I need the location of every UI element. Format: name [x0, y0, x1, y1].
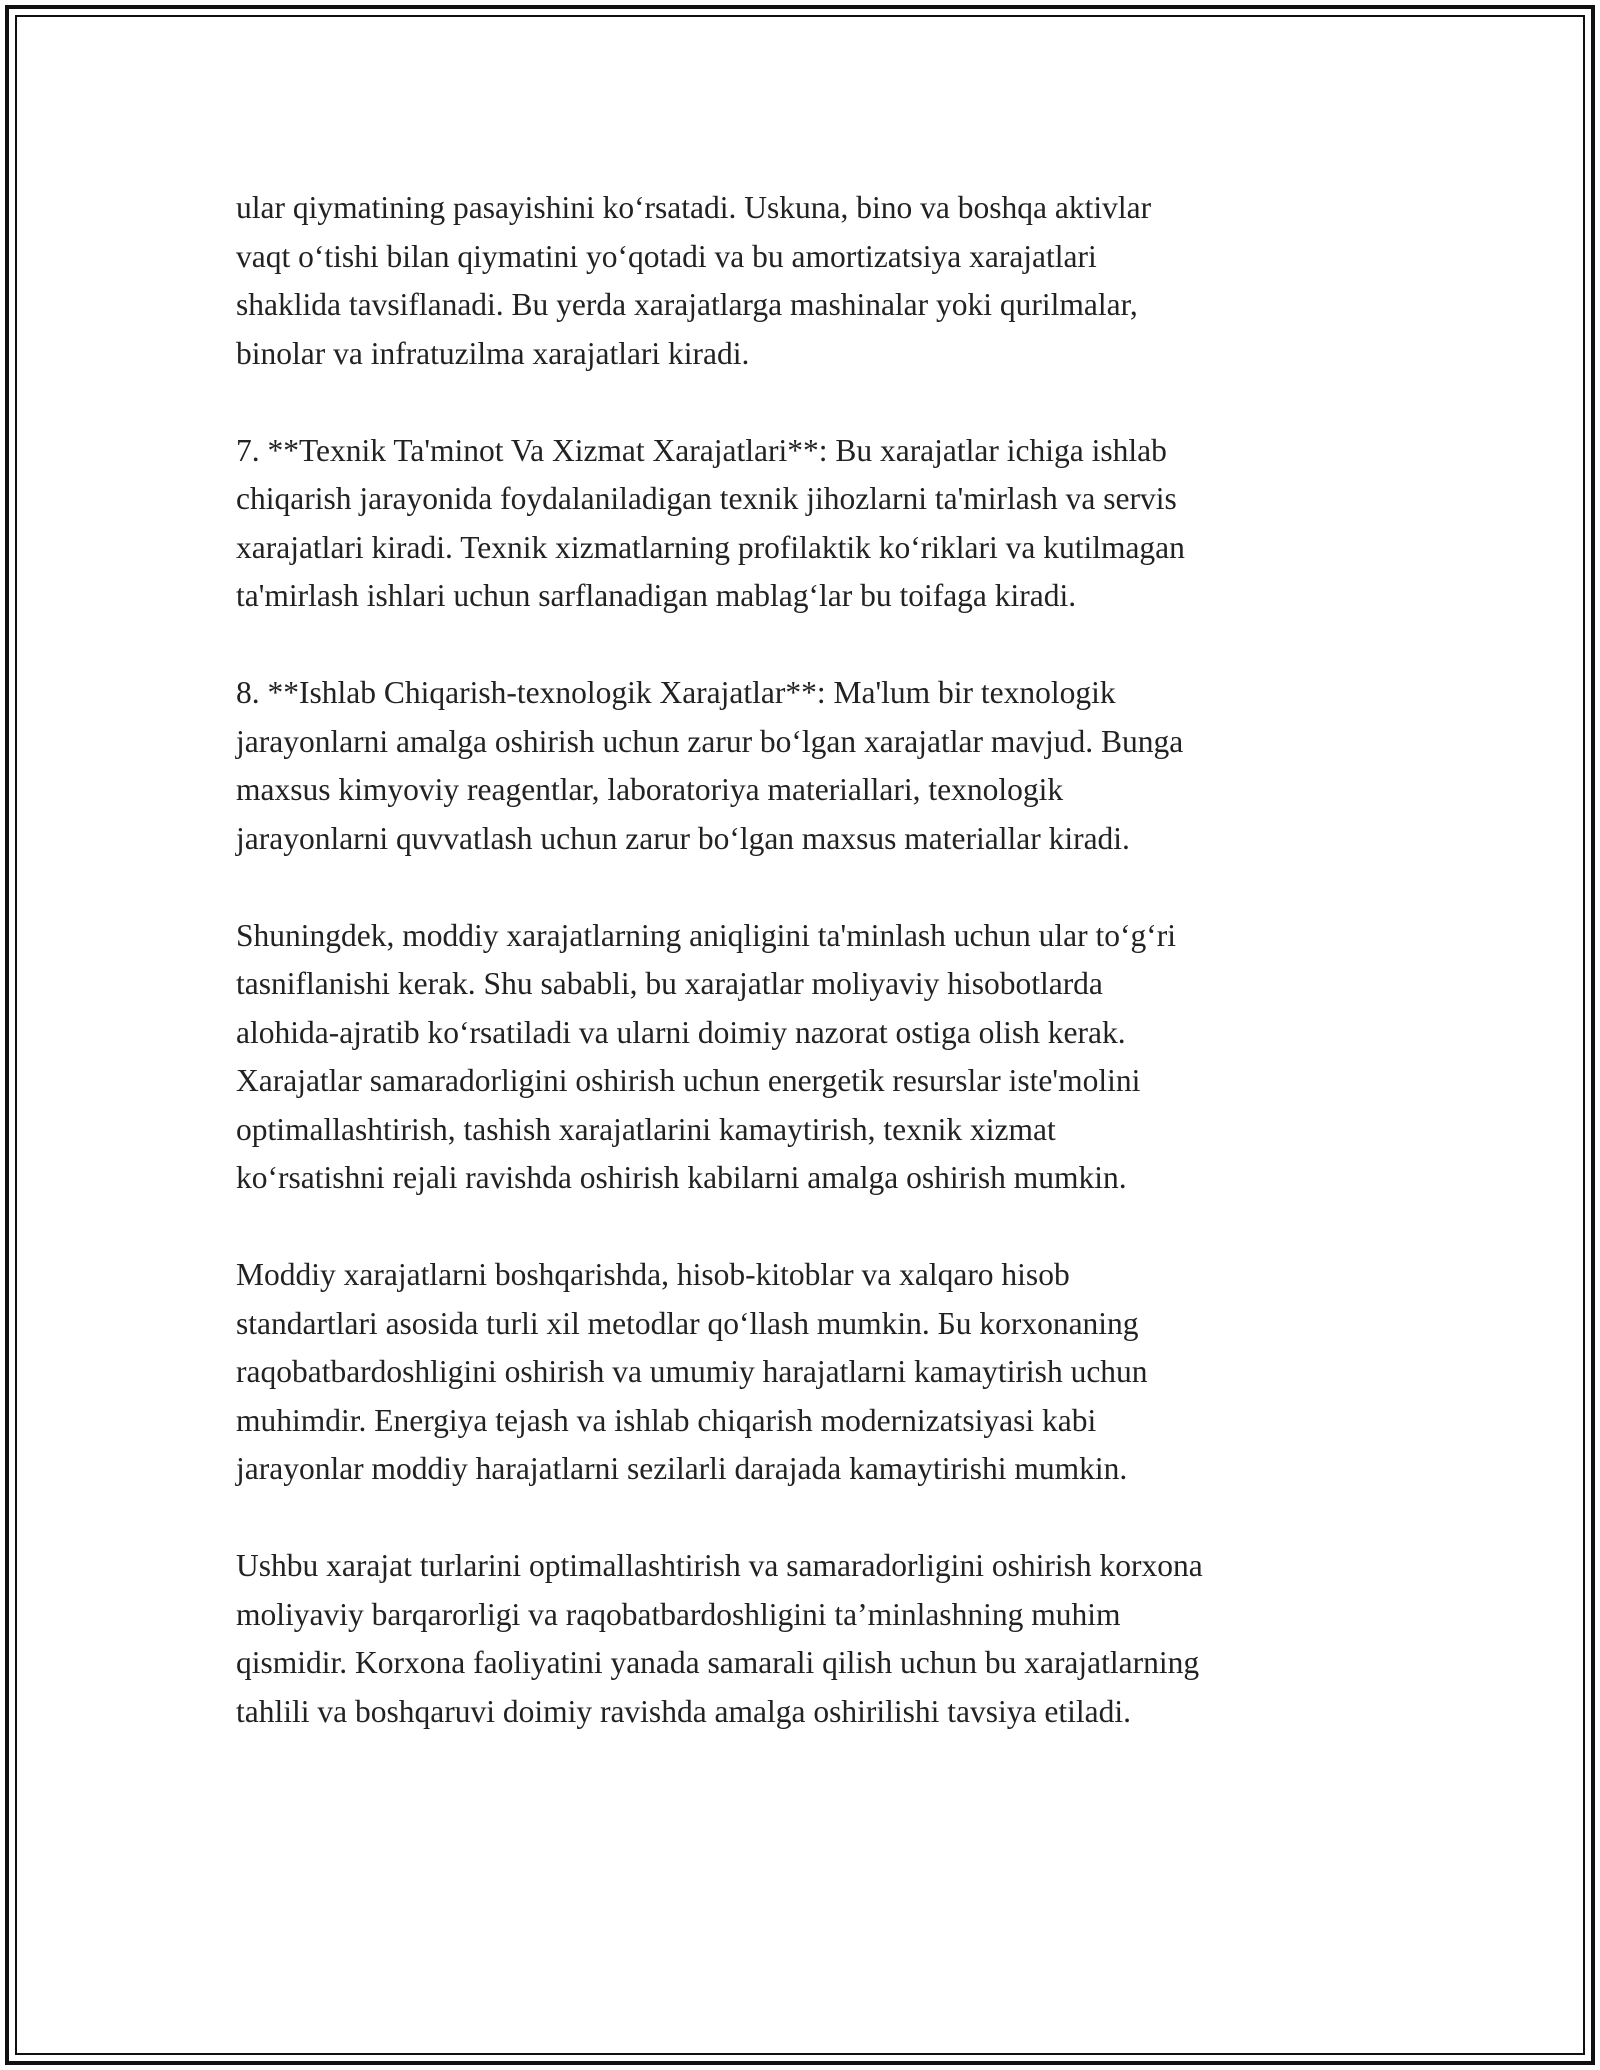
text-line: xarajatlari kiradi. Texnik xizmatlarning profilaktik koʻriklari va kutilmagan [236, 529, 1185, 565]
text-line: jarayonlarni amalga oshirish uchun zarur boʻlgan xarajatlar mavjud. Bunga [236, 723, 1184, 759]
text-line: 7. **Texnik Ta'minot Va Xizmat Xarajatlari**: Bu xarajatlar ichiga ishlab [236, 432, 1167, 468]
paragraph-item-7-technical-maintenance [236, 427, 1396, 621]
text-line: Ushbu xarajat turlarini optimallashtirish va samaradorligini oshirish korxona [236, 1548, 1203, 1583]
paragraph-conclusion [236, 1542, 1396, 1736]
text-line: chiqarish jarayonida foydalaniladigan texnik jihozlarni ta'mirlash va servis [236, 481, 1177, 516]
text-line: optimallashtirish, tashish xarajatlarini kamaytirish, texnik xizmat [236, 1111, 1056, 1147]
text-line: qismidir. Korxona faoliyatini yanada samarali qilish uchun bu xarajatlarning [236, 1645, 1200, 1680]
text-line: ular qiymatining pasayishini koʻrsatadi. Uskuna, bino va boshqa aktivlar [236, 190, 1152, 225]
text-line: 8. **Ishlab Chiqarish-texnologik Xarajatlar**: Ma'lum bir texnologik [236, 675, 1116, 710]
text-line: tahlili va boshqaruvi doimiy ravishda amalga oshirilishi tavsiya etiladi. [236, 1693, 1131, 1729]
text-line: jarayonlar moddiy harajatlarni sezilarli darajada kamaytirishi mumkin. [236, 1451, 1128, 1486]
document-body [236, 184, 1396, 1785]
text-line: shaklida tavsiflanadi. Bu yerda xarajatlarga mashinalar yoki qurilmalar, [236, 287, 1138, 322]
paragraph-management [236, 1251, 1396, 1494]
paragraph-item-8-production-technological [236, 669, 1396, 863]
paragraph-amortization-continued [236, 184, 1396, 378]
paragraph-classification [236, 912, 1396, 1203]
text-line: tasniflanishi kerak. Shu sababli, bu xarajatlar moliyaviy hisobotlarda [236, 966, 1103, 1001]
text-line: koʻrsatishni rejali ravishda oshirish kabilarni amalga oshirish mumkin. [236, 1160, 1127, 1195]
text-line: raqobatbardoshligini oshirish va umumiy harajatlarni kamaytirish uchun [236, 1354, 1148, 1389]
text-line: muhimdir. Energiya tejash va ishlab chiqarish modernizatsiyasi kabi [236, 1402, 1097, 1438]
text-line: binolar va infratuzilma xarajatlari kiradi. [236, 335, 750, 371]
text-line: jarayonlarni quvvatlash uchun zarur boʻlgan maxsus materiallar kiradi. [236, 820, 1130, 856]
text-line: alohida-ajratib koʻrsatiladi va ularni doimiy nazorat ostiga olish kerak. [236, 1014, 1126, 1050]
text-line: Shuningdek, moddiy xarajatlarning aniqligini ta'minlash uchun ular toʻgʻri [236, 917, 1176, 953]
text-line: Xarajatlar samaradorligini oshirish uchun energetik resurslar iste'molini [236, 1063, 1141, 1098]
text-line: standartlari asosida turli xil metodlar qoʻllash mumkin. Бu korxonaning [236, 1305, 1139, 1341]
text-line: moliyaviy barqarorligi va raqobatbardoshligini ta’minlashning muhim [236, 1596, 1121, 1632]
text-line: Moddiy xarajatlarni boshqarishda, hisob-kitoblar va xalqaro hisob [236, 1257, 1070, 1292]
text-line: maxsus kimyoviy reagentlar, laboratoriya materiallari, texnologik [236, 772, 1064, 807]
text-line: vaqt oʻtishi bilan qiymatini yoʻqotadi va bu amortizatsiya xarajatlari [236, 238, 1097, 274]
text-line: ta'mirlash ishlari uchun sarflanadigan mablagʻlar bu toifaga kiradi. [236, 578, 1077, 613]
